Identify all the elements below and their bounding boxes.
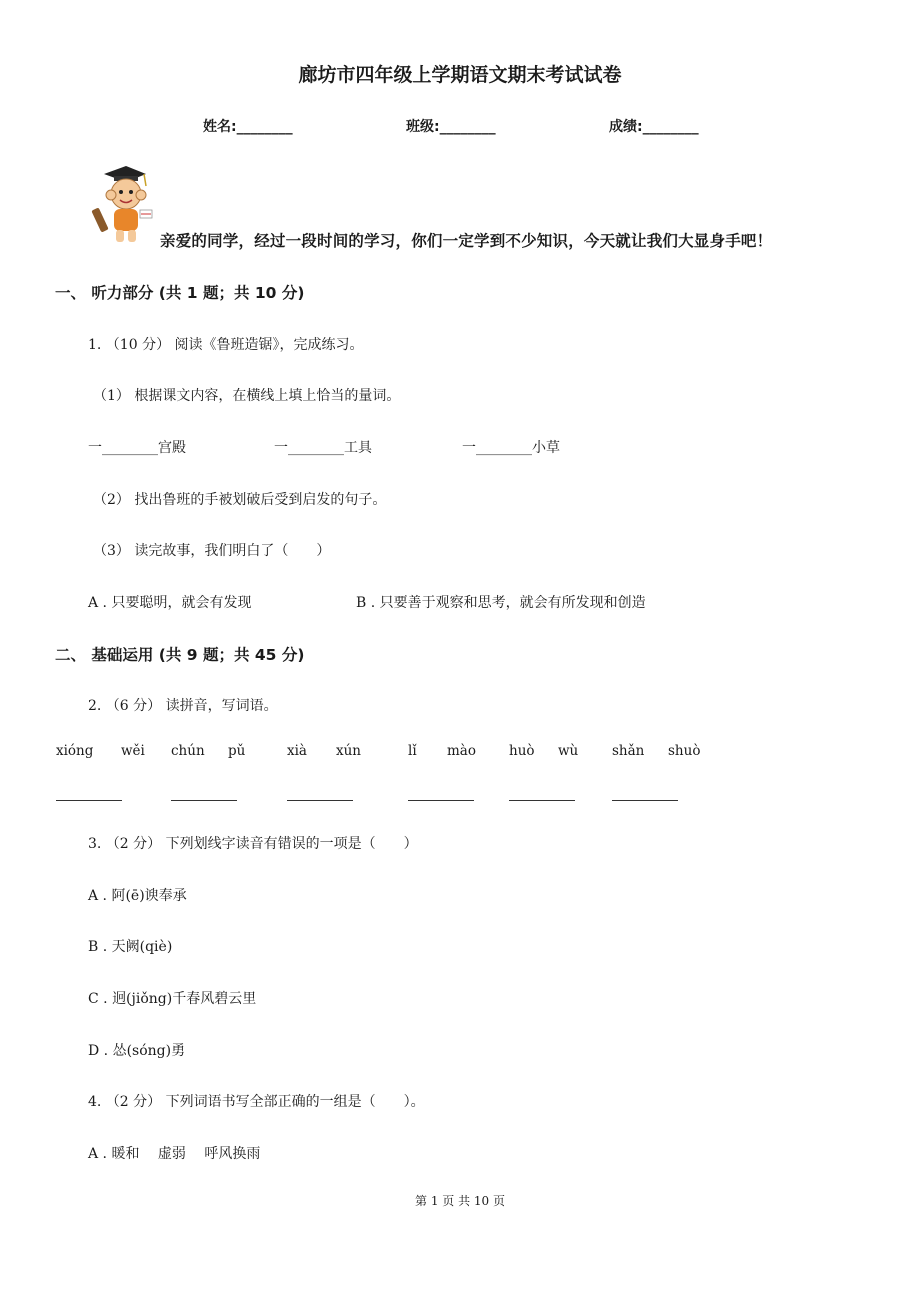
question-4-stem: 4. （2 分） 下列词语书写全部正确的一组是（ ）。 [88, 1094, 425, 1110]
pinyin-5: xià [287, 743, 307, 759]
answer-line-5 [509, 800, 575, 801]
pinyin-8: mào [447, 743, 476, 759]
answer-line-1 [56, 800, 122, 801]
question-3-option-b: B . 天阙(qiè) [88, 939, 173, 955]
question-3-option-a: A . 阿(ē)谀奉承 [88, 888, 187, 904]
pinyin-6: xún [336, 743, 362, 759]
question-1-sub-2: （2） 找出鲁班的手被划破后受到启发的句子。 [93, 492, 387, 508]
blank-grass: 一________小草 [462, 440, 560, 456]
question-3-option-c: C . 迥(jiǒng)千春风碧云里 [88, 991, 257, 1007]
pinyin-12: shuò [668, 743, 701, 759]
pinyin-7: lǐ [408, 743, 417, 759]
question-1-sub-3: （3） 读完故事，我们明白了（ ） [93, 543, 331, 559]
answer-line-2 [171, 800, 237, 801]
page-title: 廊坊市四年级上学期语文期末考试试卷 [298, 64, 622, 86]
question-3-stem: 3. （2 分） 下列划线字读音有错误的一项是（ ） [88, 836, 418, 852]
pinyin-1: xióng [56, 743, 94, 759]
class-field-label: 班级:________ [406, 119, 496, 135]
answer-line-4 [408, 800, 474, 801]
question-4-option-a: A . 暖和 虚弱 呼风换雨 [88, 1146, 261, 1162]
question-3-option-d: D . 怂(sóng)勇 [88, 1043, 186, 1059]
question-1-option-b: B . 只要善于观察和思考，就会有所发现和创造 [356, 595, 646, 611]
question-1-option-a: A . 只要聪明，就会有发现 [88, 595, 252, 611]
pinyin-3: chún [171, 743, 205, 759]
section-heading-basics: 二、 基础运用 (共 9 题；共 45 分) [55, 646, 305, 664]
pinyin-11: shǎn [612, 743, 645, 759]
score-field-label: 成绩:________ [609, 119, 699, 135]
page-footer: 第 1 页 共 10 页 [415, 1194, 505, 1208]
greeting-text: 亲爱的同学，经过一段时间的学习，你们一定学到不少知识，今天就让我们大显身手吧！ [160, 232, 773, 250]
name-field-label: 姓名:________ [203, 119, 293, 135]
pinyin-2: wěi [121, 743, 145, 759]
pinyin-9: huò [509, 743, 535, 759]
pinyin-4: pǔ [228, 743, 246, 759]
question-1-sub-1: （1） 根据课文内容，在横线上填上恰当的量词。 [93, 388, 401, 404]
blank-tool: 一________工具 [274, 440, 372, 456]
pinyin-10: wù [558, 743, 579, 759]
graduate-mascot-icon [86, 164, 156, 246]
section-heading-listening: 一、 听力部分 (共 1 题；共 10 分) [55, 284, 305, 302]
answer-line-6 [612, 800, 678, 801]
question-1-stem: 1. （10 分） 阅读《鲁班造锯》，完成练习。 [88, 337, 364, 353]
question-2-stem: 2. （6 分） 读拼音，写词语。 [88, 698, 278, 714]
answer-line-3 [287, 800, 353, 801]
blank-palace: 一________宫殿 [88, 440, 186, 456]
